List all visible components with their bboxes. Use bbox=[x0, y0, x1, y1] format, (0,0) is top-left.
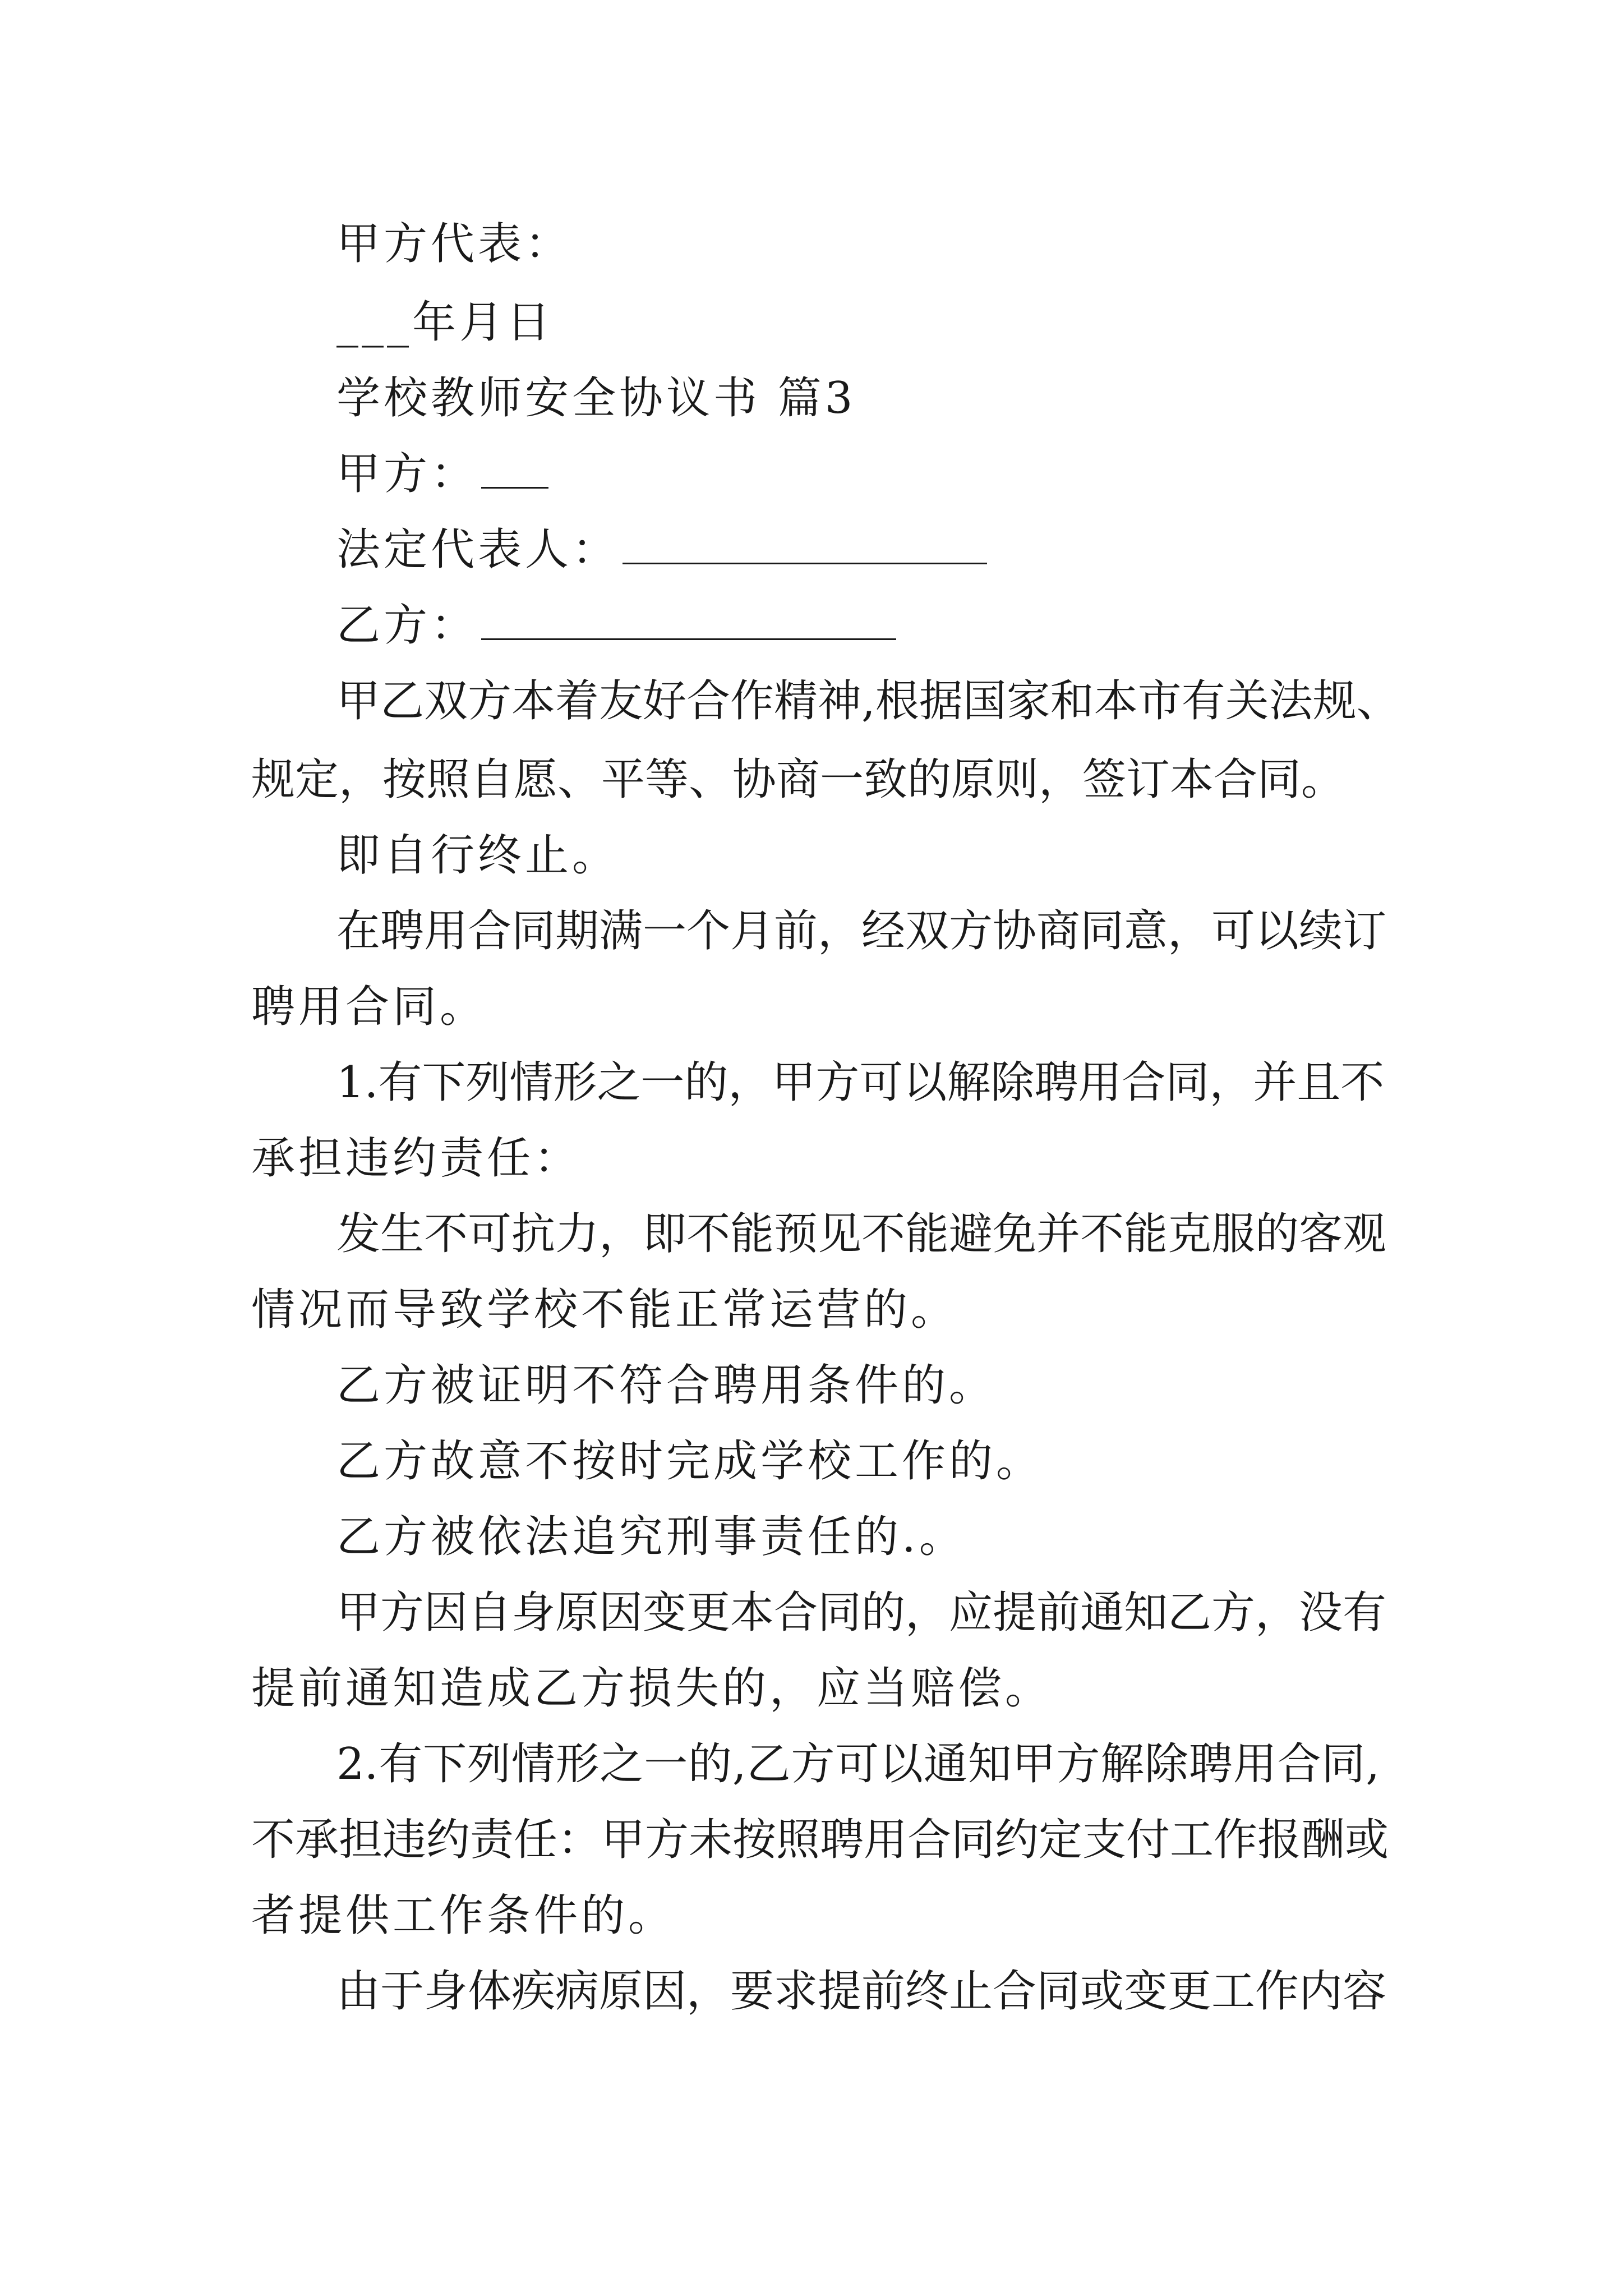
legal-rep-blank bbox=[623, 557, 987, 564]
party-a-line: 甲方： bbox=[336, 446, 548, 502]
paragraph-line: 不承担违约责任：甲方未按照聘用合同约定支付工作报酬或 bbox=[251, 1815, 1389, 1865]
paragraph-line: 情况而导致学校不能正常运营的。 bbox=[251, 1285, 958, 1335]
party-b-line: 乙方： bbox=[336, 597, 896, 654]
paragraph-line: 乙方被依法追究刑事责任的.。 bbox=[336, 1512, 966, 1562]
party-b-blank bbox=[481, 633, 896, 640]
party-a-representative: 甲方代表： bbox=[336, 219, 573, 269]
paragraph-line: 者提供工作条件的。 bbox=[251, 1890, 676, 1941]
paragraph-line: 在聘用合同期满一个月前，经双方协商同意，可以续订 bbox=[336, 906, 1387, 956]
paragraph-line: 发生不可抗力，即不能预见不能避免并不能克服的客观 bbox=[336, 1209, 1387, 1259]
paragraph-line: 2.有下列情形之一的,乙方可以通知甲方解除聘用合同, bbox=[336, 1739, 1380, 1789]
section-title: 学校教师安全协议书 篇3 bbox=[336, 373, 856, 424]
paragraph-line: 乙方被证明不符合聘用条件的。 bbox=[336, 1360, 997, 1411]
paragraph-line: 承担违约责任： bbox=[251, 1133, 582, 1184]
paragraph-line: 甲乙双方本着友好合作精神,根据国家和本市有关法规、 bbox=[336, 676, 1400, 726]
paragraph-line: 规定，按照自愿、平等、协商一致的原则，签订本合同。 bbox=[251, 754, 1345, 805]
paragraph-line: 即自行终止。 bbox=[336, 830, 620, 881]
party-a-blank bbox=[481, 481, 548, 489]
paragraph-line: 乙方故意不按时完成学校工作的。 bbox=[336, 1436, 1044, 1487]
date-line: ___年月日 bbox=[336, 297, 554, 348]
paragraph-line: 由于身体疾病原因，要求提前终止合同或变更工作内容 bbox=[336, 1966, 1387, 2017]
paragraph-line: 1.有下列情形之一的，甲方可以解除聘用合同，并且不 bbox=[336, 1057, 1385, 1108]
paragraph-line: 聘用合同。 bbox=[251, 982, 487, 1032]
legal-rep-line: 法定代表人： bbox=[336, 522, 987, 578]
paragraph-line: 甲方因自身原因变更本合同的，应提前通知乙方，没有 bbox=[336, 1588, 1387, 1638]
paragraph-line: 提前通知造成乙方损失的，应当赔偿。 bbox=[251, 1663, 1053, 1714]
